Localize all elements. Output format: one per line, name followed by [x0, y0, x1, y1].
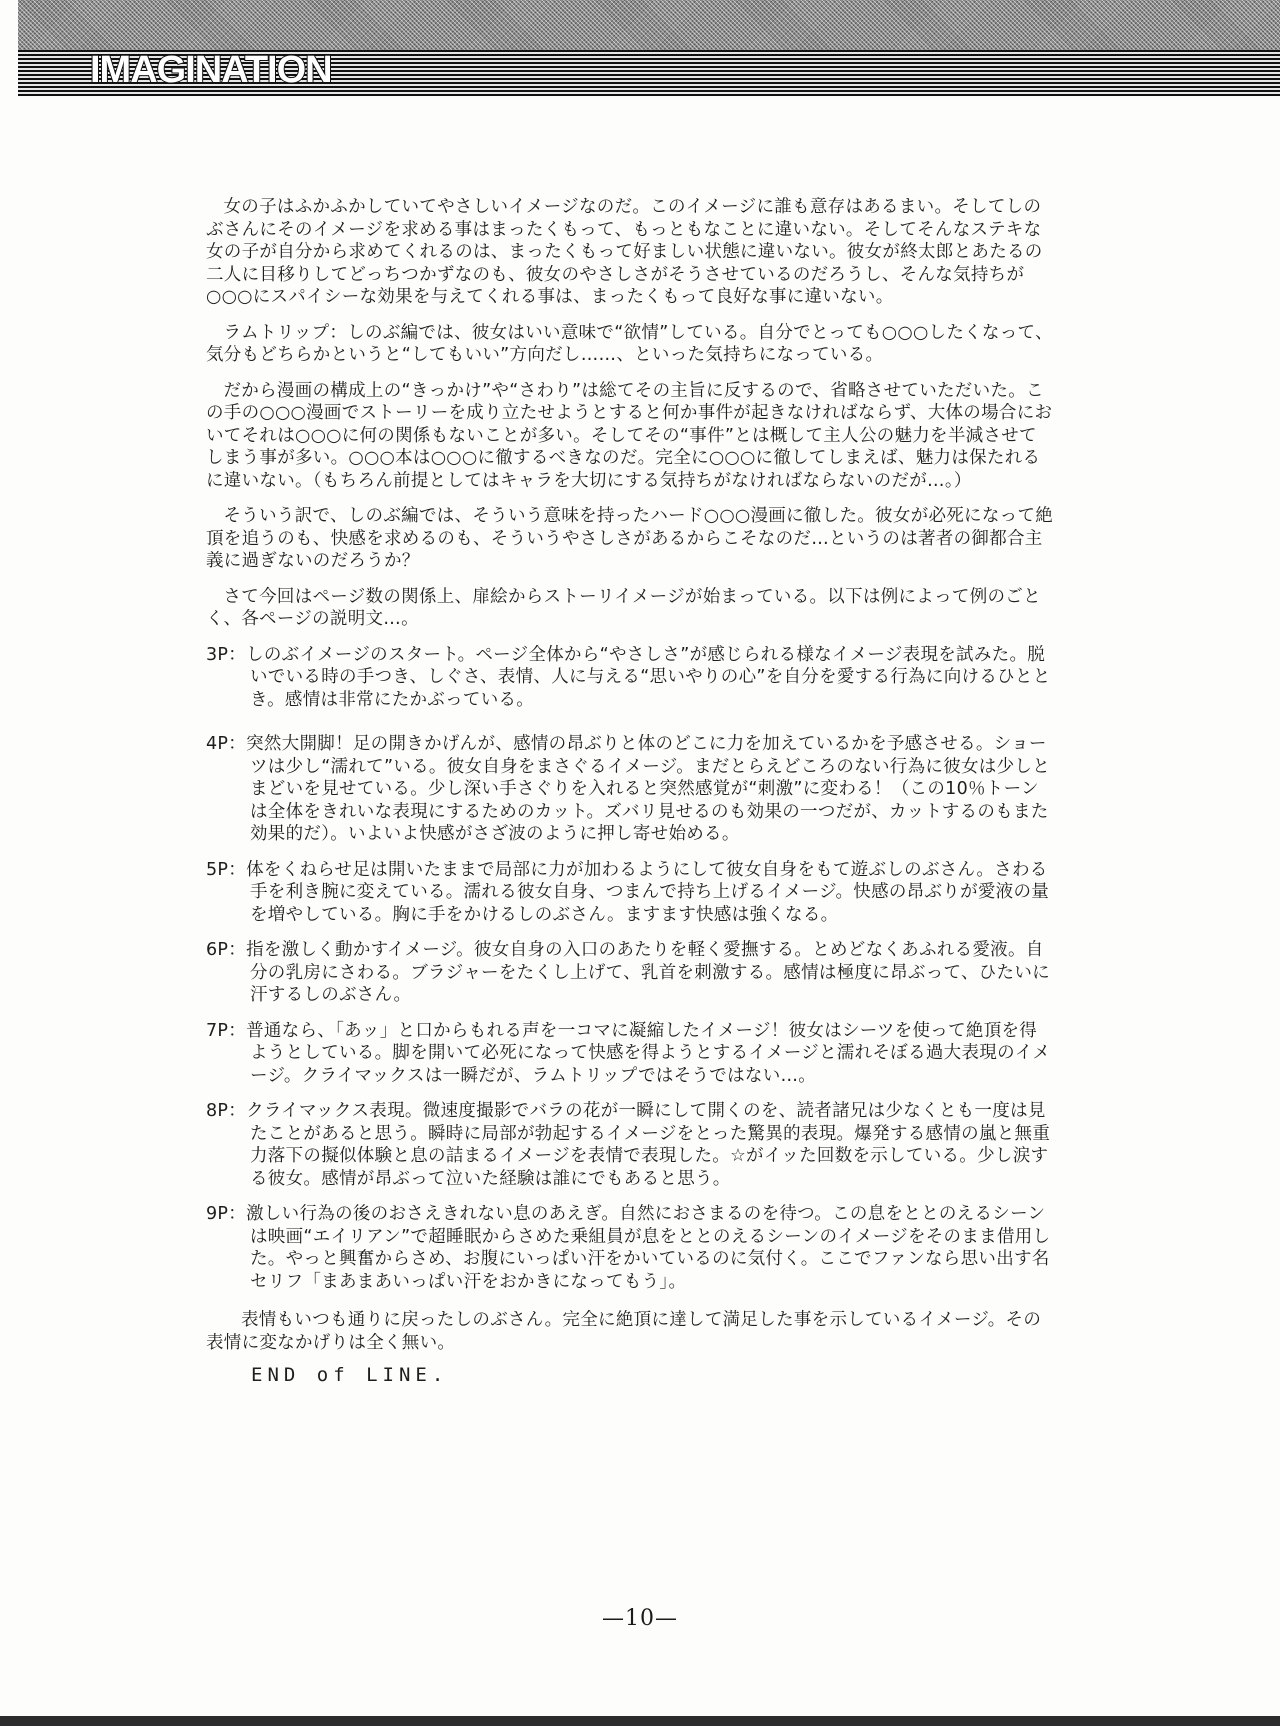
left-margin [0, 96, 18, 1726]
page-note-7p: 7P：普通なら、「あッ」と口からもれる声を一コマに凝縮したイメージ！彼女はシーツを使って絶頂を得ようとしている。脚を開いて必死になって快感を得ようとするイメージと濡れそぼる過大表現のイメージ。クライマックスは一瞬だが、ラムトリップではそうではない…。 [206, 1020, 1051, 1086]
header-banner [18, 0, 1280, 96]
header-title: IMAGINATION [90, 49, 332, 91]
page-note-6p: 6P：指を激しく動かすイメージ。彼女自身の入口のあたりを軽く愛撫する。とめどなくあふれる愛液。自分の乳房にさわる。ブラジャーをたくし上げて、乳首を刺激する。感情は極度に昂ぶって、ひたいに汗するしのぶさん。 [206, 940, 1050, 1005]
paragraph: ラムトリップ：しのぶ編では、彼女はいい意味で“欲情”している。自分でとっても○○○したくなって、気分もどちらかというと“してもいい”方向だし……、といった気持ちになっている。 [206, 322, 1053, 365]
end-line: END of LINE. [251, 1364, 449, 1386]
page-note-9p: 9P：激しい行為の後のおさえきれない息のあえぎ。自然におさまるのを待つ。この息をととのえるシーンは映画“エイリアン”で超睡眠からさめた乗組員が息をととのえるシーンのイメージをそのまま借用した。やっと興奮からさめ、お腹にいっぱい汗をかいているのに気付く。ここでファンなら思い出す名セリフ「まあまあいっぱい汗をおかきになってもう」。 [206, 1204, 1051, 1292]
paragraph: そういう訳で、しのぶ編では、そういう意味を持ったハード○○○漫画に徹した。彼女が必死になって絶頂を追うのも、快感を求めるのも、そういうやさしさがあるからこそなのだ…というのは著者の御都合主義に過ぎないのだろうか？ [206, 506, 1054, 571]
page-note-8p: 8P：クライマックス表現。微速度撮影でバラの花が一瞬にして開くのを、読者諸兄は少なくとも一度は見たことがあると思う。瞬時に局部が勃起するイメージをとった驚異的表現。爆発する感情の嵐と無重力落下の擬似体験と息の詰まるイメージを表情で表現した。☆がイッた回数を示している。少し涙する彼女。感情が昂ぶって泣いた経験は誰にでもあると思う。 [206, 1101, 1051, 1189]
closing-paragraph: 表情もいつも通りに戻ったしのぶさん。完全に絶頂に達して満足した事を示しているイメージ。その表情に変なかげりは全く無い。 [206, 1310, 1042, 1353]
page-note-4p: 4P：突然大開脚！足の開きかげんが、感情の昂ぶりと体のどこに力を加えているかを予感させる。ショーツは少し“濡れて”いる。彼女自身をまさぐるイメージ。まだとらえどころのない行為に彼女は少しとまどいを見せている。少し深い手さぐりを入れると突然感覚が“刺激”に変わる！（この10％トーンは全体をきれいな表現にするためのカット。ズバリ見せるのも効果の一つだが、カットするのもまた効果的だ）。いよいよ快感がさざ波のように押し寄せ始める。 [206, 734, 1051, 844]
page-note-5p: 5P：体をくねらせ足は開いたままで局部に力が加わるようにして彼女自身をもて遊ぶしのぶさん。さわる手を利き腕に変えている。濡れる彼女自身、つまんで持ち上げるイメージ。快感の昂ぶりが愛液の量を増やしている。胸に手をかけるしのぶさん。ますます快感は強くなる。 [206, 859, 1050, 925]
paragraph: だから漫画の構成上の“きっかけ”や“さわり”は総てその主旨に反するので、省略させていただいた。この手の○○○漫画でストーリーを成り立たせようとすると何か事件が起きなければならず、大体の場合においてそれは○○○に何の関係もないことが多い。そしてその“事件”とは概して主人公の魅力を半減させてしまう事が多い。○○○本は○○○に徹するべきなのだ。完全に○○○に徹してしまえば、魅力は保たれるに違いない。（もちろん前提としてはキャラを大切にする気持ちがなければならないのだが…。） [206, 380, 1053, 491]
article-body [206, 196, 1054, 1387]
page-number: —10— [602, 1606, 678, 1631]
bottom-edge [0, 1716, 1280, 1726]
paragraph: さて今回はページ数の関係上、扉絵からストーリイメージが始まっている。以下は例によって例のごとく、各ページの説明文…。 [206, 586, 1041, 629]
page-note-3p: 3P：しのぶイメージのスタート。ページ全体から“やさしさ”が感じられる様なイメージ表現を試みた。脱いでいる時の手つき、しぐさ、表情、人に与える“思いやりの心”を自分を愛する行為に向けるひととき。感情は非常にたかぶっている。 [206, 644, 1051, 710]
paragraph: 女の子はふかふかしていてやさしいイメージなのだ。このイメージに誰も意存はあるまい。そしてしのぶさんにそのイメージを求める事はまったくもって、もっともなことに違いない。そしてそんなステキな女の子が自分から求めてくれるのは、まったくもって好ましい状態に違いない。彼女が終太郎とあたるの二人に目移りしてどっちつかずなのも、彼女のやさしさがそうさせているのだろうし、そんな気持ちが○○○にスパイシーな効果を与えてくれる事は、まったくもって良好な事に違いない。 [206, 197, 1043, 307]
